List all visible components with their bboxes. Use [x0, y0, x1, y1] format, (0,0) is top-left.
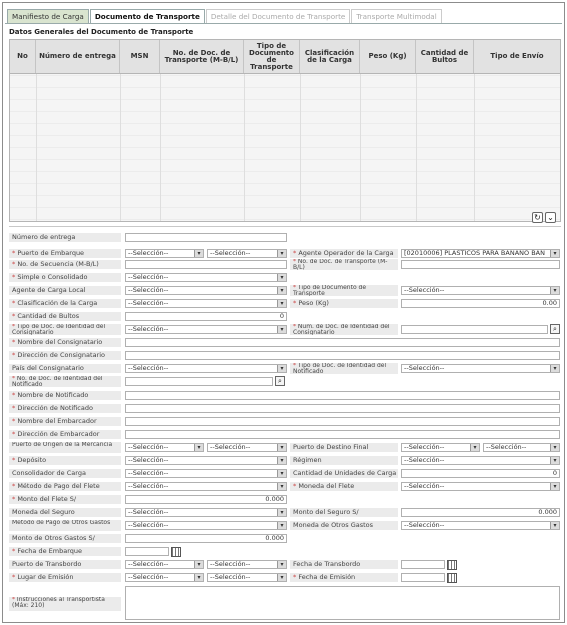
col-cantidad-bultos[interactable]: Cantidad de Bultos [416, 40, 474, 73]
metodo-pago-otros-select[interactable]: --Selección-- ▾ [125, 521, 287, 530]
numero-entrega-input[interactable] [125, 233, 287, 242]
peso-input[interactable]: 0.00 [401, 299, 560, 308]
label-fecha-emision: * Fecha de Emisión [290, 573, 398, 582]
clasificacion-carga-select[interactable]: --Selección-- ▾ [125, 299, 287, 308]
direccion-notificado-input[interactable] [125, 404, 560, 413]
lugar-emision-select[interactable]: --Selección-- ▾ [207, 573, 287, 582]
table-header [10, 40, 560, 74]
label-monto-seguro: Monto del Seguro S/ [290, 508, 398, 517]
label-agente-operador: * Agente Operador de la Carga [290, 249, 398, 258]
label-num-doc-id-consignatario: * Num. de Doc. de Identidad del Consignatario [290, 324, 398, 335]
consolidador-select[interactable]: --Selección-- ▾ [125, 469, 287, 478]
label-cantidad-bultos: * Cantidad de Bultos [9, 312, 121, 321]
calendar-icon[interactable] [171, 547, 181, 557]
direccion-consignatario-input[interactable] [125, 351, 560, 360]
label-puerto-transbordo: Puerto de Transbordo [9, 560, 121, 569]
label-metodo-pago-otros: Método de Pago de Otros Gastos [9, 520, 121, 531]
label-puerto-destino: Puerto de Destino Final [290, 443, 398, 452]
label-instrucciones: * Instrucciones al Transportista (Máx: 210) [9, 597, 121, 611]
nombre-consignatario-input[interactable] [125, 338, 560, 347]
label-puerto-embarque: * Puerto de Embarque [9, 249, 121, 258]
pais-consignatario-select[interactable]: --Selección-- ▾ [125, 364, 287, 373]
label-numero-entrega: Número de entrega [9, 233, 121, 242]
label-simple-consolidado: * Simple o Consolidado [9, 273, 121, 282]
tipo-doc-id-consignatario-select[interactable]: --Selección-- ▾ [125, 325, 287, 334]
cantidad-unidades-input[interactable]: 0 [401, 469, 560, 478]
puerto-transbordo-pais-select[interactable]: --Selección-- ▾ [125, 560, 204, 569]
label-direccion-consignatario: * Dirección de Consignatario [9, 351, 121, 360]
grid-toolbar [532, 212, 556, 223]
tab-documento-transporte[interactable]: Documento de Transporte [90, 9, 205, 23]
refresh-icon[interactable]: ↻ [532, 212, 543, 223]
tab-divider [5, 23, 562, 24]
label-tipo-doc-id-consignatario: * Tipo de Doc. de Identidad del Consignatario [9, 324, 121, 335]
label-direccion-embarcador: * Dirección de Embarcador [9, 430, 121, 439]
col-peso[interactable]: Peso (Kg) [360, 40, 416, 73]
label-consolidador: Consolidador de Carga [9, 469, 121, 478]
puerto-transbordo-select[interactable]: --Selección-- ▾ [207, 560, 287, 569]
label-monto-otros: Monto de Otros Gastos S/ [9, 534, 121, 543]
lugar-emision-pais-select[interactable]: --Selección-- ▾ [125, 573, 204, 582]
column-line [474, 74, 475, 221]
transport-docs-table [9, 39, 561, 222]
search-icon[interactable]: ⌕ [550, 324, 560, 334]
column-line [244, 74, 245, 221]
col-tipo-envio[interactable]: Tipo de Envío [490, 52, 544, 60]
fecha-transbordo-input[interactable] [401, 560, 445, 569]
puerto-embarque-select[interactable]: --Selección-- ▾ [207, 249, 287, 258]
instrucciones-textarea[interactable] [125, 586, 560, 620]
fecha-embarque-input[interactable] [125, 547, 169, 556]
nombre-notificado-input[interactable] [125, 391, 560, 400]
column-line [36, 74, 37, 221]
monto-otros-input[interactable]: 0.000 [125, 534, 287, 543]
agente-carga-local-select[interactable]: --Selección-- ▾ [125, 286, 287, 295]
no-doc-transporte-input[interactable] [401, 260, 560, 269]
moneda-seguro-select[interactable]: --Selección-- ▾ [125, 508, 287, 517]
deposito-select[interactable]: --Selección-- ▾ [125, 456, 287, 465]
label-metodo-pago-flete: * Método de Pago del Flete [9, 482, 121, 491]
tipo-doc-transporte-select[interactable]: --Selección-- ▾ [401, 286, 560, 295]
column-line [416, 74, 417, 221]
col-numero-entrega[interactable]: Número de entrega [36, 40, 120, 73]
general-data-form [9, 226, 561, 622]
label-no-doc-transporte: * No. de Doc. de Transporte (M-B/L) [290, 259, 398, 270]
label-clasificacion-carga: * Clasificación de la Carga [9, 299, 121, 308]
label-fecha-embarque: * Fecha de Embarque [9, 547, 121, 556]
fecha-emision-input[interactable] [401, 573, 445, 582]
label-no-secuencia: * No. de Secuencia (M-B/L) [9, 260, 121, 269]
label-nombre-consignatario: * Nombre del Consignatario [9, 338, 121, 347]
col-clasificacion[interactable]: Clasificación de la Carga [300, 40, 360, 73]
label-pais-consignatario: País del Consignatario [9, 364, 121, 373]
section-title: Datos Generales del Documento de Transporte [9, 28, 194, 36]
chevron-down-icon[interactable]: ⌄ [545, 212, 556, 223]
label-no-doc-id-notificado: * No. de Doc. de Identidad del Notificado [9, 376, 121, 387]
window-frame [2, 2, 565, 623]
label-regimen: Régimen [290, 456, 398, 465]
tab-transporte-multimodal[interactable]: Transporte Multimodal [351, 9, 441, 23]
column-line [120, 74, 121, 221]
label-agente-carga-local: Agente de Carga Local [9, 286, 121, 295]
moneda-flete-select[interactable]: --Selección-- ▾ [401, 482, 560, 491]
column-line [160, 74, 161, 221]
tab-detalle-documento[interactable]: Detalle del Documento de Transporte [206, 9, 350, 23]
regimen-select[interactable]: --Selección-- ▾ [401, 456, 560, 465]
nombre-embarcador-input[interactable] [125, 417, 560, 426]
puerto-origen-select[interactable]: --Selección-- ▾ [207, 443, 287, 452]
calendar-icon[interactable] [447, 573, 457, 583]
puerto-origen-pais-select[interactable]: --Selección-- ▾ [125, 443, 204, 452]
direccion-embarcador-input[interactable] [125, 430, 560, 439]
col-no[interactable]: No [10, 40, 36, 73]
tipo-doc-id-notificado-select[interactable]: --Selección-- ▾ [401, 364, 560, 373]
search-icon[interactable]: ⌕ [275, 376, 285, 386]
col-msn[interactable]: MSN [120, 40, 160, 73]
label-moneda-flete: * Moneda del Flete [290, 482, 398, 491]
label-moneda-otros: Moneda de Otros Gastos [290, 521, 398, 530]
column-line [300, 74, 301, 221]
agente-operador-select[interactable]: [02010006] PLASTICOS PARA BANANO BAN ▾ [401, 249, 560, 258]
simple-consolidado-select[interactable]: --Selección-- ▾ [125, 273, 287, 282]
label-cantidad-unidades: Cantidad de Unidades de Carga [290, 469, 398, 478]
no-secuencia-input[interactable] [125, 260, 287, 269]
label-nombre-embarcador: * Nombre del Embarcador [9, 417, 121, 426]
label-puerto-origen: Puerto de Origen de la Mercancía [9, 442, 121, 453]
monto-seguro-input[interactable]: 0.000 [401, 508, 560, 517]
moneda-otros-select[interactable]: --Selección-- ▾ [401, 521, 560, 530]
no-doc-id-notificado-input[interactable] [125, 377, 273, 386]
label-direccion-notificado: * Dirección de Notificado [9, 404, 121, 413]
puerto-destino-pais-select[interactable]: --Selección-- ▾ [401, 443, 480, 452]
num-doc-id-consignatario-input[interactable] [401, 325, 548, 334]
col-tipo-documento[interactable]: Tipo de Documento de Transporte [244, 40, 300, 73]
metodo-pago-flete-select[interactable]: --Selección-- ▾ [125, 482, 287, 491]
label-tipo-doc-id-notificado: * Tipo de Doc. de Identidad del Notificado [290, 363, 398, 374]
label-nombre-notificado: * Nombre de Notificado [9, 391, 121, 400]
tab-bar [7, 9, 443, 23]
label-tipo-doc-transporte: * Tipo de Documento de Transporte [290, 285, 398, 296]
label-moneda-seguro: Moneda del Seguro [9, 508, 121, 517]
cantidad-bultos-input[interactable]: 0 [125, 312, 287, 321]
calendar-icon[interactable] [447, 560, 457, 570]
column-line [360, 74, 361, 221]
puerto-destino-select[interactable]: --Selección-- ▾ [483, 443, 560, 452]
label-peso: * Peso (Kg) [290, 299, 398, 308]
label-deposito: * Depósito [9, 456, 121, 465]
monto-flete-input[interactable]: 0.000 [125, 495, 287, 504]
col-no-doc-transporte[interactable]: No. de Doc. de Transporte (M-B/L) [160, 40, 244, 73]
label-fecha-transbordo: Fecha de Transbordo [290, 560, 398, 569]
label-monto-flete: * Monto del Flete S/ [9, 495, 121, 504]
label-lugar-emision: * Lugar de Emisión [9, 573, 121, 582]
tab-manifiesto-carga[interactable]: Manifiesto de Carga [7, 9, 89, 23]
puerto-embarque-pais-select[interactable]: --Selección-- ▾ [125, 249, 204, 258]
